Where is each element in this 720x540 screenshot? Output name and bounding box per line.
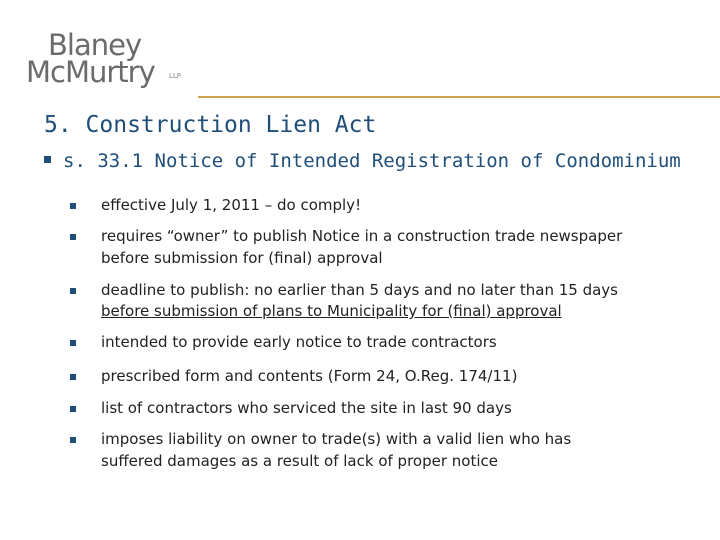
bullet-text: deadline to publish: no earlier than 5 days and no later than 15 days [101,281,618,299]
bullet-text-underlined: before submission of plans to Municipality for (final) approval [101,302,562,320]
square-bullet-icon [70,340,76,346]
square-bullet-icon [70,288,76,294]
square-bullet-icon [70,406,76,412]
slide-title: 5. Construction Lien Act [44,112,377,138]
bullet-text: requires “owner” to publish Notice in a construction trade newspaper before submission for (final) approval [101,227,623,267]
bullet-text: effective July 1, 2011 – do comply! [101,196,362,214]
square-bullet-icon [70,234,76,240]
square-bullet-icon [70,203,76,209]
bullet-text: prescribed form and contents (Form 24, O.Reg. 174/11) [101,367,518,385]
header-rule [198,96,720,98]
bullet-text: imposes liability on owner to trade(s) with a valid lien who has suffered damages as a result of lack of proper notice [101,430,572,470]
firm-logo [26,28,196,90]
square-bullet-icon [44,156,51,163]
square-bullet-icon [70,374,76,380]
square-bullet-icon [70,437,76,443]
section-heading [44,150,681,172]
logo-text-blaney: Blaney [48,28,142,62]
section-heading-text: s. 33.1 Notice of Intended Registration of Condominium [63,150,681,172]
bullet-text: intended to provide early notice to trade contractors [101,333,497,351]
bullet-text: list of contractors who serviced the site in last 90 days [101,399,512,417]
logo-text-llp: LLP [169,72,182,80]
logo-text-mcmurtry: McMurtry [26,55,155,89]
